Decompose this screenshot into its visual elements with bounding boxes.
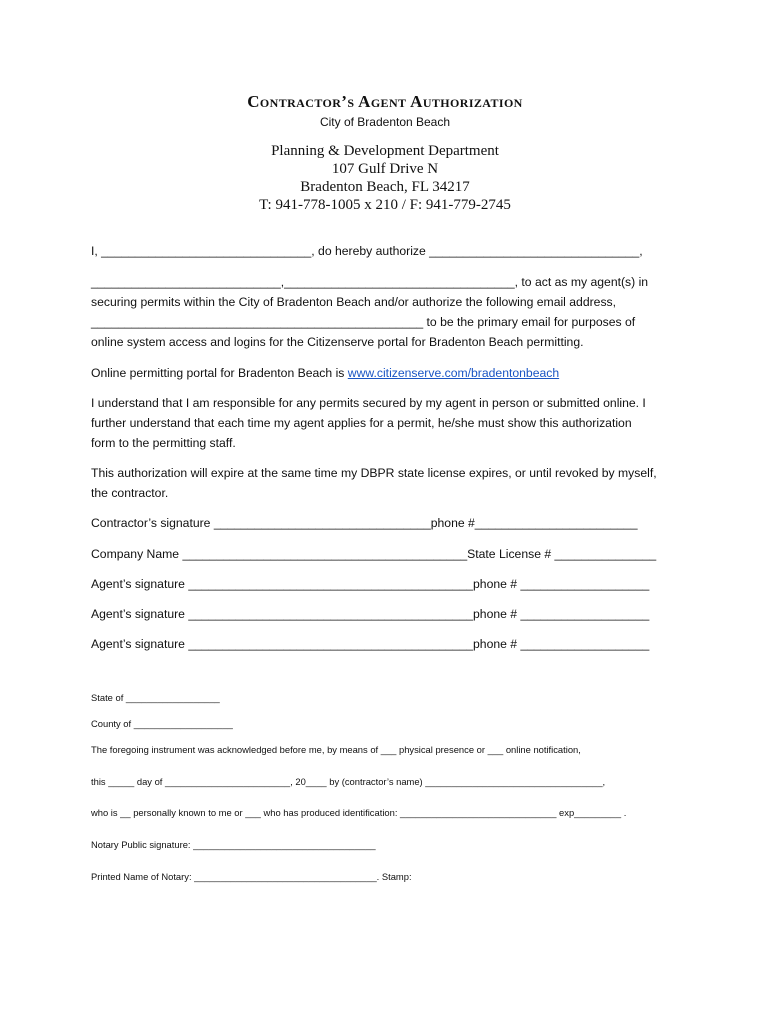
notary-identification-line: who is __ personally known to me or ___ who has produced identification: ______________________________ exp_________ . (91, 807, 627, 818)
expiration-line-1: This authorization will expire at the same time my DBPR state license expires, or until revoked by myself, (91, 466, 657, 480)
notary-day-line: this _____ day of ________________________, 20____ by (contractor’s name) __________________________________, (91, 776, 606, 787)
department-name: Planning & Development Department (271, 143, 499, 159)
citizenserve-link[interactable]: www.citizenserve.com/bradentonbeach (347, 366, 560, 380)
expiration-line-2: the contractor. (91, 486, 169, 500)
authorization-line-2: ____________________________,__________________________________, to act as my agent(s) in (91, 275, 649, 289)
agent-signature-line-2: Agent’s signature __________________________________________phone # ___________________ (91, 607, 650, 621)
address-line-2: Bradenton Beach, FL 34217 (300, 179, 470, 195)
notary-acknowledgement: The foregoing instrument was acknowledged before me, by means of ___ physical presence or ___ online notification, (91, 744, 581, 755)
company-name-line: Company Name __________________________________________State License # _______________ (91, 547, 657, 561)
authorization-line-4: _________________________________________________ to be the primary email for purposes of (91, 315, 636, 329)
notary-signature-line: Notary Public signature: ___________________________________ (91, 839, 376, 850)
contractor-signature-line: Contractor’s signature ________________________________phone #________________________ (91, 516, 638, 530)
notary-county: County of ___________________ (91, 718, 233, 729)
notary-state: State of __________________ (91, 692, 220, 703)
notary-printed-name-line: Printed Name of Notary: ___________________________________. Stamp: (91, 871, 412, 882)
portal-line (91, 366, 559, 380)
agent-signature-line-1: Agent’s signature __________________________________________phone # ___________________ (91, 577, 650, 591)
authorization-line-1: I, _______________________________, do hereby authorize _______________________________, (91, 244, 643, 258)
responsibility-line-1: I understand that I am responsible for any permits secured by my agent in person or submitted online. I (91, 396, 646, 410)
phone-fax: T: 941-778-1005 x 210 / F: 941-779-2745 (259, 197, 511, 213)
responsibility-line-2: further understand that each time my agent applies for a permit, he/she must show this authorization (91, 416, 632, 430)
authorization-line-3: securing permits within the City of Bradenton Beach and/or authorize the following email address, (91, 295, 617, 309)
portal-text: Online permitting portal for Bradenton Beach is (91, 366, 348, 380)
agent-signature-line-3: Agent’s signature __________________________________________phone # ___________________ (91, 637, 650, 651)
authorization-line-5: online system access and logins for the Citizenserve portal for Bradenton Beach permitting. (91, 335, 584, 349)
responsibility-line-3: form to the permitting staff. (91, 436, 236, 450)
city-name: City of Bradenton Beach (319, 115, 451, 129)
address-line-1: 107 Gulf Drive N (331, 161, 439, 177)
document-title: Contractor’s Agent Authorization (247, 92, 523, 111)
